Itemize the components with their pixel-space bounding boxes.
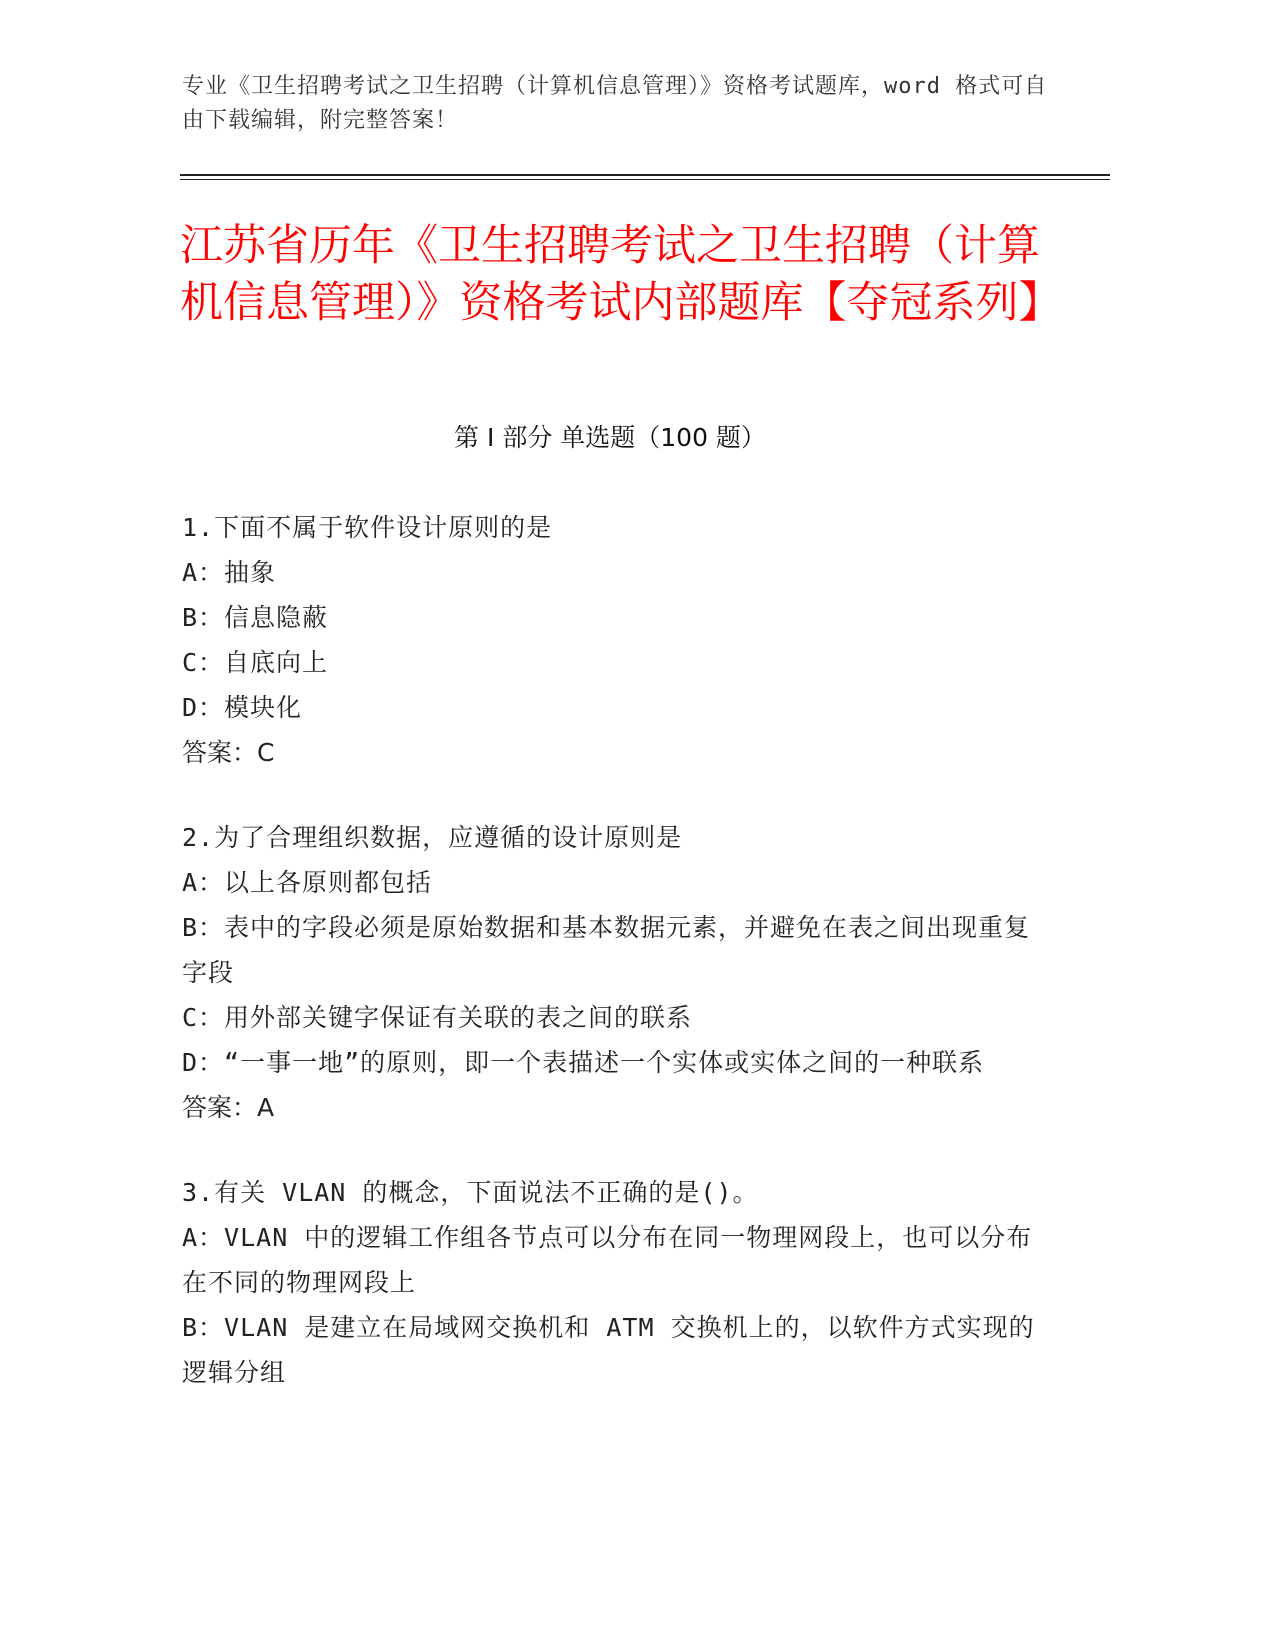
answer-line: 答案：A xyxy=(182,1093,275,1122)
option-d: D：“一事一地”的原则，即一个表描述一个实体或实体之间的一种联系 xyxy=(182,1048,985,1077)
header-divider-thin xyxy=(180,179,1110,180)
document-title: 江苏省历年《卫生招聘考试之卫生招聘（计算机信息管理）》资格考试内部题库【夺冠系列】 xyxy=(180,221,1062,328)
question-list xyxy=(182,505,1042,1435)
option-d: D：模块化 xyxy=(182,693,303,722)
option-c: C：自底向上 xyxy=(182,648,329,677)
question-stem: 2.为了合理组织数据，应遵循的设计原则是 xyxy=(182,823,683,852)
option-a: A：抽象 xyxy=(182,558,277,587)
question-stem: 3.有关 VLAN 的概念，下面说法不正确的是()。 xyxy=(182,1178,759,1207)
option-a: A：以上各原则都包括 xyxy=(182,868,433,897)
option-a: A：VLAN 中的逻辑工作组各节点可以分布在同一物理网段上，也可以分布在不同的物理网段上 xyxy=(182,1223,1033,1297)
section-heading: 第 I 部分 单选题（100 题） xyxy=(454,423,766,452)
option-b: B：VLAN 是建立在局域网交换机和 ATM 交换机上的，以软件方式实现的逻辑分组 xyxy=(182,1313,1035,1387)
option-c: C：用外部关键字保证有关联的表之间的联系 xyxy=(182,1003,693,1032)
question-stem: 1.下面不属于软件设计原则的是 xyxy=(182,513,553,542)
answer-line: 答案：C xyxy=(182,738,275,767)
question-1 xyxy=(182,505,1042,775)
header-note: 专业《卫生招聘考试之卫生招聘（计算机信息管理）》资格考试题库，word 格式可自由下载编辑，附完整答案！ xyxy=(182,74,1048,133)
question-2 xyxy=(182,815,1042,1130)
header-divider-thick xyxy=(180,174,1110,176)
question-3 xyxy=(182,1170,1042,1395)
option-b: B：表中的字段必须是原始数据和基本数据元素，并避免在表之间出现重复字段 xyxy=(182,913,1031,987)
option-b: B：信息隐蔽 xyxy=(182,603,329,632)
